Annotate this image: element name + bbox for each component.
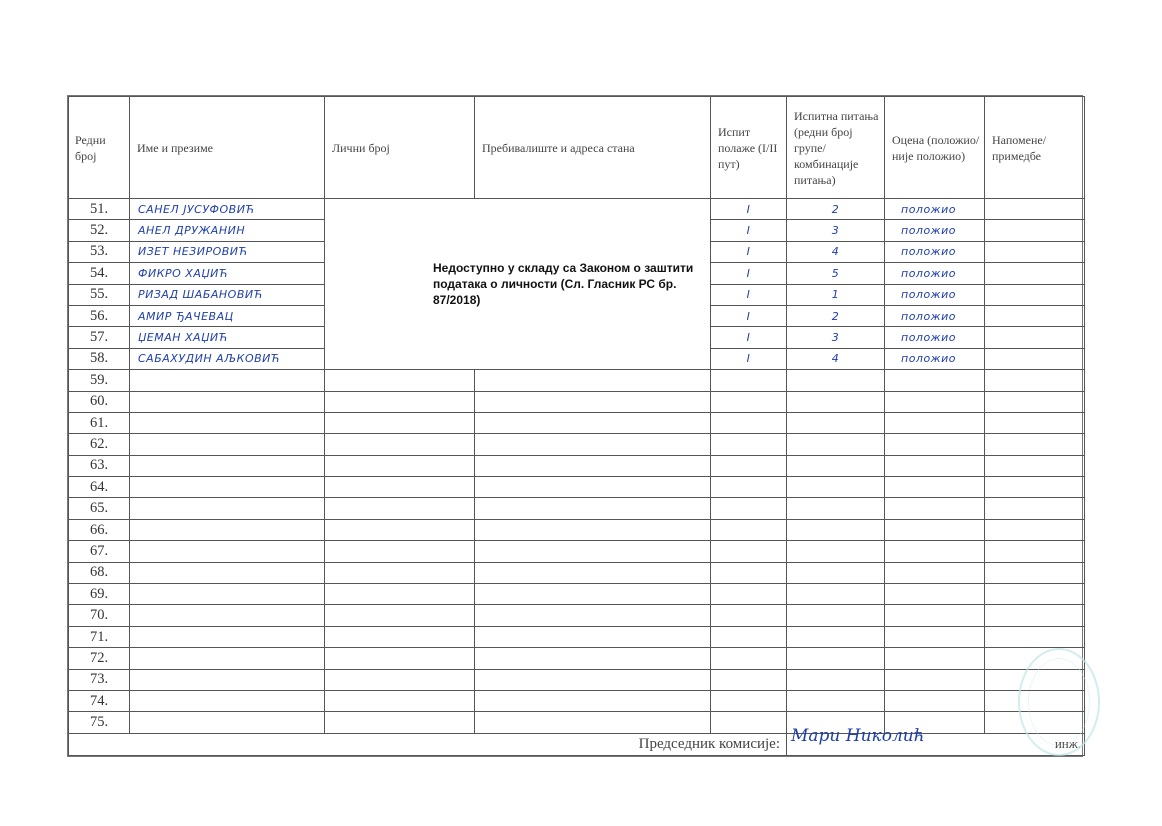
cell-attempt	[711, 391, 787, 412]
cell-grade	[885, 434, 985, 455]
cell-questions	[787, 584, 885, 605]
cell-attempt	[711, 434, 787, 455]
cell-grade: положио	[885, 241, 985, 262]
cell-grade	[885, 584, 985, 605]
cell-questions	[787, 562, 885, 583]
signature-suffix: инж.	[1054, 735, 1081, 751]
row-number: 69.	[69, 584, 130, 605]
row-number: 70.	[69, 605, 130, 626]
cell-grade: положио	[885, 284, 985, 305]
cell-questions	[787, 669, 885, 690]
row-number: 56.	[69, 305, 130, 326]
exam-table	[68, 96, 1085, 756]
cell-attempt: I	[711, 305, 787, 326]
row-number: 57.	[69, 327, 130, 348]
cell-address	[475, 712, 711, 733]
table-row	[69, 391, 1085, 412]
cell-name: АМИР ЂАЧЕВАЦ	[130, 305, 325, 326]
cell-notes	[985, 305, 1085, 326]
table-row	[69, 712, 1085, 733]
table-row	[69, 412, 1085, 433]
cell-address	[475, 626, 711, 647]
cell-grade	[885, 562, 985, 583]
cell-questions	[787, 412, 885, 433]
cell-questions: 1	[787, 284, 885, 305]
row-number: 63.	[69, 455, 130, 476]
table-row	[69, 199, 1085, 220]
cell-grade	[885, 477, 985, 498]
header-id: Лични број	[325, 97, 475, 199]
header-questions: Испитна питања (редни број групе/ комбинације питања)	[787, 97, 885, 199]
cell-id	[325, 455, 475, 476]
cell-name	[130, 712, 325, 733]
cell-notes	[985, 199, 1085, 220]
cell-grade	[885, 605, 985, 626]
cell-name: ЏЕМАН ХАЏИЋ	[130, 327, 325, 348]
cell-address	[475, 519, 711, 540]
cell-questions	[787, 498, 885, 519]
row-number: 73.	[69, 669, 130, 690]
row-number: 51.	[69, 199, 130, 220]
cell-attempt	[711, 712, 787, 733]
cell-id	[325, 712, 475, 733]
cell-name	[130, 690, 325, 711]
table-row	[69, 626, 1085, 647]
header-address: Пребивалиште и адреса стана	[475, 97, 711, 199]
row-number: 52.	[69, 220, 130, 241]
cell-questions	[787, 519, 885, 540]
cell-questions	[787, 648, 885, 669]
cell-questions: 5	[787, 263, 885, 284]
cell-attempt: I	[711, 241, 787, 262]
table-row	[69, 519, 1085, 540]
row-number: 64.	[69, 477, 130, 498]
cell-questions	[787, 455, 885, 476]
cell-notes	[985, 327, 1085, 348]
cell-name	[130, 370, 325, 391]
cell-notes	[985, 477, 1085, 498]
table-row	[69, 370, 1085, 391]
cell-name: ИЗЕТ НЕЗИРОВИЋ	[130, 241, 325, 262]
cell-address	[475, 391, 711, 412]
cell-id	[325, 391, 475, 412]
cell-notes	[985, 241, 1085, 262]
cell-grade	[885, 412, 985, 433]
table-body	[69, 199, 1085, 734]
cell-name	[130, 455, 325, 476]
cell-name	[130, 541, 325, 562]
table-row	[69, 455, 1085, 476]
cell-attempt	[711, 498, 787, 519]
cell-grade	[885, 498, 985, 519]
cell-notes	[985, 626, 1085, 647]
chair-signature: Мари Николић	[791, 725, 925, 746]
row-number: 75.	[69, 712, 130, 733]
cell-grade: положио	[885, 327, 985, 348]
cell-grade: положио	[885, 305, 985, 326]
cell-grade: положио	[885, 199, 985, 220]
cell-attempt	[711, 519, 787, 540]
cell-questions	[787, 626, 885, 647]
cell-attempt	[711, 584, 787, 605]
header-notes: Напомене/ примедбе	[985, 97, 1085, 199]
cell-notes	[985, 220, 1085, 241]
cell-name	[130, 584, 325, 605]
cell-grade	[885, 626, 985, 647]
cell-address	[475, 541, 711, 562]
table-row	[69, 434, 1085, 455]
redacted-notice: Недоступно у складу са Законом о заштити података о личности (Сл. Гласник РС бр. 87/2018)	[325, 199, 711, 370]
table-row	[69, 584, 1085, 605]
cell-questions	[787, 391, 885, 412]
table-row	[69, 541, 1085, 562]
cell-grade	[885, 648, 985, 669]
table-row	[69, 648, 1085, 669]
cell-questions	[787, 541, 885, 562]
cell-attempt: I	[711, 284, 787, 305]
row-number: 66.	[69, 519, 130, 540]
table-row	[69, 562, 1085, 583]
cell-name	[130, 434, 325, 455]
cell-name: САНЕЛ ЈУСУФОВИЋ	[130, 199, 325, 220]
cell-name: АНЕЛ ДРУЖАНИН	[130, 220, 325, 241]
cell-name	[130, 669, 325, 690]
cell-grade: положио	[885, 348, 985, 369]
cell-questions	[787, 605, 885, 626]
cell-grade	[885, 370, 985, 391]
header-name: Име и презиме	[130, 97, 325, 199]
cell-name	[130, 391, 325, 412]
header-no: Редни број	[69, 97, 130, 199]
cell-attempt	[711, 541, 787, 562]
cell-attempt	[711, 648, 787, 669]
cell-attempt: I	[711, 327, 787, 348]
cell-name	[130, 605, 325, 626]
cell-name	[130, 648, 325, 669]
cell-grade	[885, 669, 985, 690]
cell-name	[130, 477, 325, 498]
header-grade: Оцена (положио/ није положио)	[885, 97, 985, 199]
table-row	[69, 690, 1085, 711]
cell-address	[475, 370, 711, 391]
row-number: 60.	[69, 391, 130, 412]
cell-address	[475, 498, 711, 519]
cell-attempt	[711, 562, 787, 583]
cell-address	[475, 690, 711, 711]
cell-notes	[985, 412, 1085, 433]
cell-attempt	[711, 370, 787, 391]
row-number: 54.	[69, 263, 130, 284]
cell-questions	[787, 690, 885, 711]
cell-questions: 3	[787, 220, 885, 241]
row-number: 53.	[69, 241, 130, 262]
cell-id	[325, 690, 475, 711]
cell-grade	[885, 391, 985, 412]
cell-address	[475, 562, 711, 583]
cell-id	[325, 626, 475, 647]
cell-notes	[985, 498, 1085, 519]
cell-attempt: I	[711, 220, 787, 241]
cell-notes	[985, 391, 1085, 412]
cell-notes	[985, 584, 1085, 605]
cell-name: ФИКРО ХАЏИЋ	[130, 263, 325, 284]
row-number: 68.	[69, 562, 130, 583]
cell-name	[130, 498, 325, 519]
cell-id	[325, 498, 475, 519]
cell-questions: 3	[787, 327, 885, 348]
cell-notes	[985, 562, 1085, 583]
cell-grade	[885, 690, 985, 711]
cell-grade	[885, 455, 985, 476]
cell-id	[325, 562, 475, 583]
cell-notes	[985, 263, 1085, 284]
table-row	[69, 669, 1085, 690]
cell-id	[325, 434, 475, 455]
cell-id	[325, 669, 475, 690]
cell-questions	[787, 434, 885, 455]
official-stamp-icon	[1018, 648, 1100, 756]
row-number: 72.	[69, 648, 130, 669]
cell-name: РИЗАД ШАБАНОВИЋ	[130, 284, 325, 305]
cell-notes	[985, 519, 1085, 540]
cell-attempt: I	[711, 348, 787, 369]
cell-address	[475, 584, 711, 605]
cell-attempt	[711, 605, 787, 626]
table-row	[69, 605, 1085, 626]
cell-notes	[985, 455, 1085, 476]
row-number: 62.	[69, 434, 130, 455]
cell-address	[475, 648, 711, 669]
table-row	[69, 498, 1085, 519]
cell-id	[325, 541, 475, 562]
header-attempt: Испит полаже (I/II пут)	[711, 97, 787, 199]
cell-attempt: I	[711, 263, 787, 284]
cell-notes	[985, 605, 1085, 626]
cell-name	[130, 519, 325, 540]
cell-grade	[885, 519, 985, 540]
cell-address	[475, 477, 711, 498]
header-row	[69, 97, 1085, 199]
table-row	[69, 477, 1085, 498]
row-number: 67.	[69, 541, 130, 562]
cell-address	[475, 669, 711, 690]
cell-notes	[985, 370, 1085, 391]
cell-grade	[885, 541, 985, 562]
cell-questions: 2	[787, 305, 885, 326]
footer-row	[69, 733, 1085, 755]
cell-attempt	[711, 455, 787, 476]
exam-record-sheet	[67, 95, 1083, 757]
cell-id	[325, 605, 475, 626]
cell-attempt	[711, 412, 787, 433]
cell-id	[325, 648, 475, 669]
cell-id	[325, 412, 475, 433]
cell-id	[325, 584, 475, 605]
row-number: 74.	[69, 690, 130, 711]
cell-id	[325, 519, 475, 540]
cell-name	[130, 626, 325, 647]
cell-grade: положио	[885, 263, 985, 284]
cell-attempt	[711, 669, 787, 690]
cell-id	[325, 370, 475, 391]
cell-attempt	[711, 626, 787, 647]
row-number: 58.	[69, 348, 130, 369]
cell-address	[475, 605, 711, 626]
cell-questions	[787, 370, 885, 391]
cell-questions: 2	[787, 199, 885, 220]
row-number: 55.	[69, 284, 130, 305]
cell-name	[130, 562, 325, 583]
row-number: 65.	[69, 498, 130, 519]
row-number: 71.	[69, 626, 130, 647]
cell-notes	[985, 348, 1085, 369]
cell-notes	[985, 284, 1085, 305]
cell-name: САБАХУДИН АЉКОВИЋ	[130, 348, 325, 369]
row-number: 61.	[69, 412, 130, 433]
cell-questions: 4	[787, 348, 885, 369]
chair-label: Председник комисије:	[69, 733, 787, 755]
row-number: 59.	[69, 370, 130, 391]
cell-questions: 4	[787, 241, 885, 262]
cell-attempt	[711, 477, 787, 498]
cell-attempt	[711, 690, 787, 711]
cell-address	[475, 412, 711, 433]
cell-notes	[985, 541, 1085, 562]
cell-name	[130, 412, 325, 433]
cell-address	[475, 455, 711, 476]
cell-attempt: I	[711, 199, 787, 220]
cell-address	[475, 434, 711, 455]
cell-questions	[787, 477, 885, 498]
cell-notes	[985, 434, 1085, 455]
cell-grade: положио	[885, 220, 985, 241]
cell-id	[325, 477, 475, 498]
